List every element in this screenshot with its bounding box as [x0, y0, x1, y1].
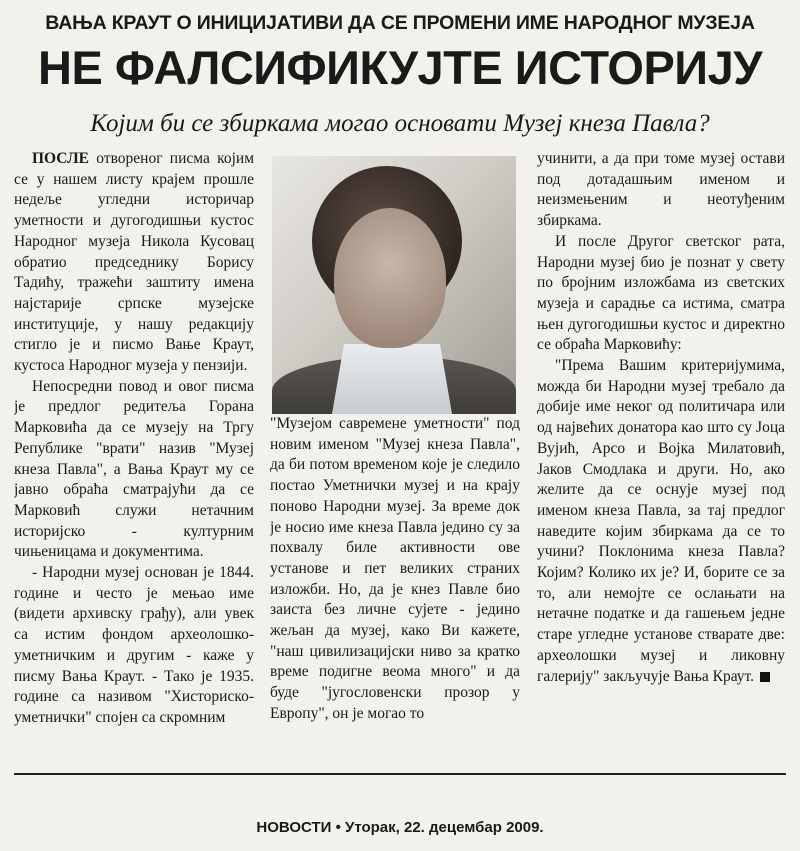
portrait-photo: [272, 156, 516, 414]
footer-rule: [14, 773, 786, 775]
column-1: [14, 149, 254, 769]
headline: НЕ ФАЛСИФИКУЈТЕ ИСТОРИЈУ: [38, 41, 762, 94]
paragraph: учинити, а да при томе музеј остави под дотадашњим именом и неизмењеним и неотуђеним збиркама.: [537, 150, 785, 230]
paragraph: И после Другог светског рата, Народни музеј био је познат у свету по бројним изложбама из светских музеја и сарадње са истима, сматра њен дугогодишњи кустос и директно се обраћа Марковићу:: [537, 232, 785, 354]
footer-credit: НОВОСТИ • Уторак, 22. децембар 2009.: [256, 819, 544, 836]
column-3: [537, 149, 785, 769]
paragraph: "Музејом савремене уметности" под новим именом "Музеј кнеза Павла", да би потом временом које је следило постао Уметнички музеј и на крају поново Народни музеј. За време док је носио име кнеза Павла једино су за похвалу биле активности ове установе и пет великих страних изложби. Но, да је кнез Павле био заиста без личне сујете - једино жељан да музеј, како Ви кажете, "наш цивилизацијски ниво за кратко време подигне веома много" и да буде "југословенски прозор у Европу", он је могао то: [270, 415, 520, 722]
paragraph-text: "Према Вашим критеријумима, можда би Народни музеј требало да добије име неког од политичара или од највећих донатора као што су Јоца Вујић, Арсо и Војка Милатовић, Јаков Смодлака и други. Но, ако желите да се оснује музеј под именом кнеза Павла, за тај предлог наведите којим збиркама да се то учини? Поклонима кнеза Павла? Којим? Колико их је? И, борите се за то, али немојте се ослањати на нетачне податке и да гашењем једне старе угледне установе стварате две: археолошки музеј и ликовну галерију" закључује Вања Краут.: [537, 357, 785, 685]
end-mark: [760, 672, 770, 682]
paragraph: - Народни музеј основан је 1844. године и често је мењао име (видети архивску грађу), али увек са истим фондом археолошко-уметничким и другим - каже у писму Вања Краут. - Тако је 1935. године са називом "Хисториско-уметнички" спојен са скромним: [14, 564, 254, 726]
column-2: [270, 414, 520, 770]
paragraph: [14, 149, 254, 377]
paragraph-text: отвореног писма којим се у нашем листу крајем прошле недеље угледни историчар уметности и дугогодишњи кустос Народног музеја Никола Кусовац обратио председнику Борису Тадићу, тражећи заштиту имена најстарије српске музејске институције, у нашу редакцију стигло је и писмо Вање Краут, кустоса Народног музеја у пензији.: [14, 150, 254, 375]
paragraph: [537, 356, 785, 687]
kicker: ВАЊА КРАУТ О ИНИЦИЈАТИВИ ДА СЕ ПРОМЕНИ ИМЕ НАРОДНОГ МУЗЕЈА: [45, 12, 755, 34]
lead-word: ПОСЛЕ: [32, 150, 89, 167]
photo-face: [334, 208, 446, 348]
paragraph: Непосредни повод и овог писма је предлог редитеља Горана Марковића да се музеју на Тргу Републике "врати" назив "Музеј кнеза Павла", а Вања Краут му се јавно обраћа сматрајући да се Марковић служи нетачним историјско - културним чињеницама и документима.: [14, 377, 254, 561]
photo-collar: [332, 344, 452, 414]
deck-subtitle: Којим би се збиркама могао основати Музеј кнеза Павла?: [90, 110, 710, 137]
